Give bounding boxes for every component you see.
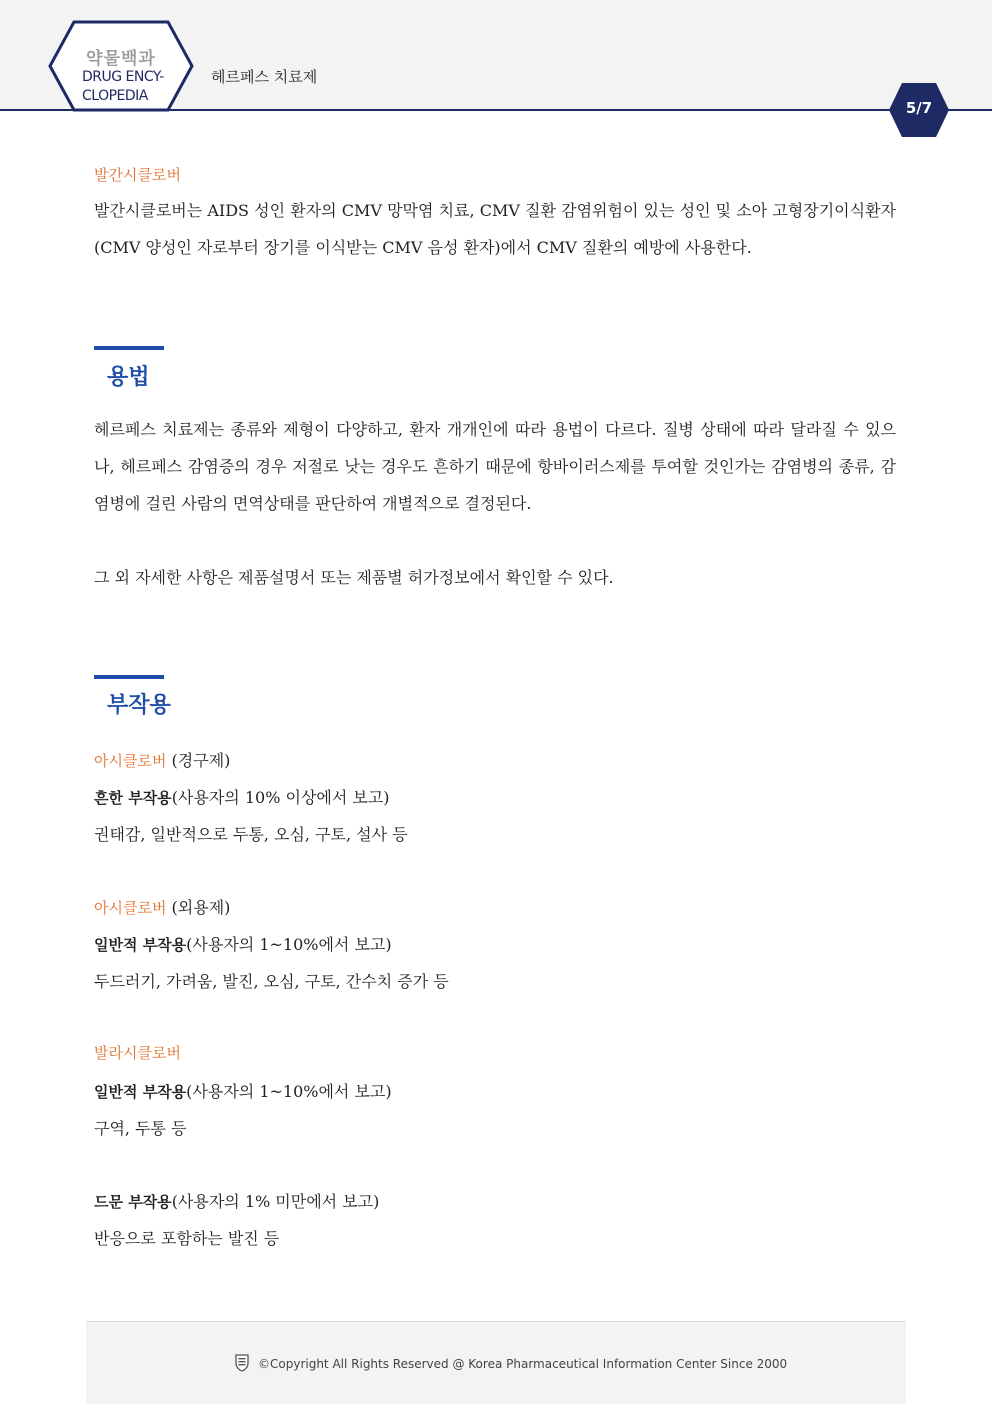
side-effect-frequency (94, 785, 390, 808)
page-number: 5/7 (905, 99, 933, 117)
side-effect-items: 구역, 두통 등 (94, 1119, 187, 1138)
copyright-line (234, 1354, 787, 1375)
frequency-label: 일반적 부작용 (94, 936, 187, 954)
copyright-text: ©Copyright All Rights Reserved @ Korea Pharmaceutical Information Center Since 2000 (258, 1357, 788, 1371)
logo-subtitle-line1: DRUG ENCY- (82, 69, 164, 85)
page-footer (86, 1321, 906, 1404)
frequency-note: (사용자의 10% 이상에서 보고) (171, 788, 390, 807)
drug-name: 발라시클로버 (94, 1044, 181, 1062)
usage-note: 그 외 자세한 사항은 제품설명서 또는 제품별 허가정보에서 확인할 수 있다. (94, 568, 614, 587)
page-number-badge (888, 82, 950, 138)
frequency-label: 드문 부작용 (94, 1193, 172, 1211)
document-title: 헤르페스 치료제 (211, 68, 318, 86)
shield-crest-icon (234, 1354, 250, 1375)
logo-subtitle (82, 68, 164, 106)
logo (48, 20, 194, 112)
side-effect-frequency (94, 932, 392, 955)
drug-form: (경구제) (166, 751, 231, 770)
side-effect-items: 권태감, 일반적으로 두통, 오심, 구토, 설사 등 (94, 825, 408, 844)
frequency-label: 일반적 부작용 (94, 1083, 187, 1101)
drug-name: 아시클로버 (94, 899, 167, 917)
side-effect-heading (94, 895, 230, 918)
drug-name: 아시클로버 (94, 752, 167, 770)
frequency-note: (사용자의 1% 미만에서 보고) (171, 1192, 380, 1211)
drug-form: (외용제) (166, 898, 231, 917)
side-effect-items: 두드러기, 가려움, 발진, 오심, 구토, 간수치 증가 등 (94, 972, 449, 991)
frequency-note: (사용자의 1~10%에서 보고) (186, 935, 392, 954)
section-bar-side-effects (94, 675, 164, 679)
logo-subtitle-line2: CLOPEDIA (82, 88, 148, 104)
intro-paragraph: 발간시클로버는 AIDS 성인 환자의 CMV 망막염 치료, CMV 질환 감염위험이 있는 성인 및 소아 고형장기이식환자(CMV 양성인 자로부터 장기를 이식받는 CMV 음성 환자)에서 CMV 질환의 예방에 사용한다. (94, 201, 896, 257)
drug-name-valganciclovir: 발간시클로버 (94, 166, 181, 184)
side-effect-items: 반응으로 포함하는 발진 등 (94, 1229, 280, 1248)
section-title-usage: 용법 (107, 365, 150, 390)
usage-paragraph: 헤르페스 치료제는 종류와 제형이 다양하고, 환자 개개인에 따라 용법이 다르다. 질병 상태에 따라 달라질 수 있으나, 헤르페스 감염증의 경우 저절로 낫는 경우도 흔하기 때문에 항바이러스제를 투여할 것인가는 감염병의 종류, 감염병에 걸린 사람의 면역상태를 판단하여 개별적으로 결정된다. (94, 420, 896, 513)
side-effect-heading (94, 1042, 181, 1063)
side-effect-frequency (94, 1079, 392, 1102)
page-header (0, 0, 992, 140)
side-effect-heading (94, 748, 230, 771)
frequency-note: (사용자의 1~10%에서 보고) (186, 1082, 392, 1101)
section-bar-usage (94, 346, 164, 350)
section-title-side-effects: 부작용 (107, 693, 171, 718)
logo-title: 약물백과 (86, 49, 156, 69)
side-effect-frequency (94, 1189, 379, 1212)
frequency-label: 흔한 부작용 (94, 789, 172, 807)
